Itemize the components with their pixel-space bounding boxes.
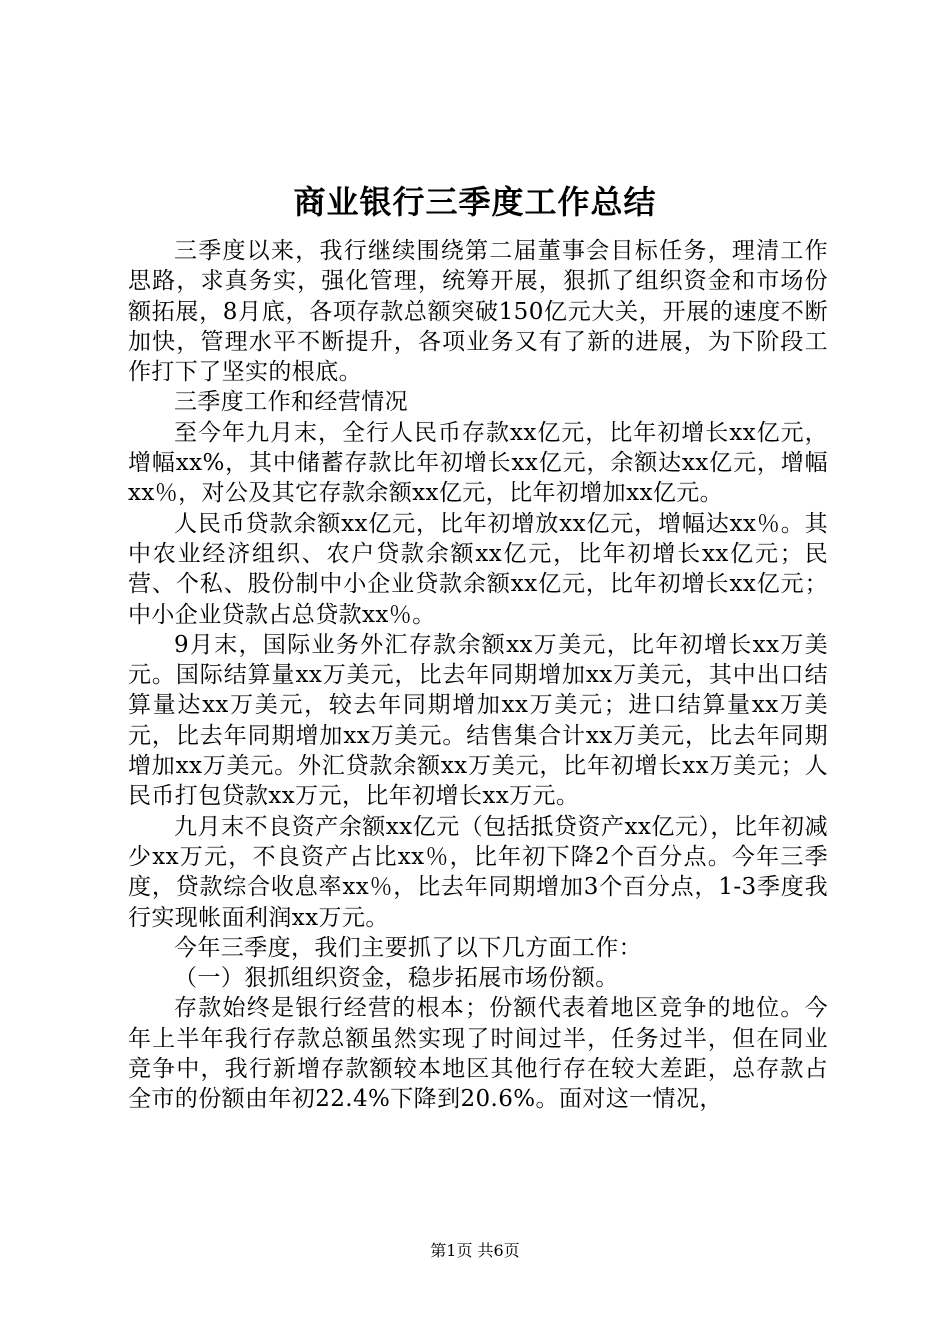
paragraph-deposits: 至今年九月末，全行人民币存款xx亿元，比年初增长xx亿元，增幅xx%，其中储蓄存款比年初增长xx亿元，余额达xx亿元，增幅xx％，对公及其它存款余额xx亿元，比年初增加xx亿元。 bbox=[128, 419, 828, 507]
page-footer: 第1页 共6页 bbox=[430, 1241, 520, 1260]
subheading-one: （一）狠抓组织资金，稳步拓展市场份额。 bbox=[174, 965, 619, 992]
document-title: 商业银行三季度工作总结 bbox=[293, 183, 657, 221]
paragraph-nonperforming: 九月末不良资产余额xx亿元（包括抵贷资产xx亿元），比年初减少xx万元，不良资产占比xx％，比年初下降2个百分点。今年三季度，贷款综合收息率xx％，比去年同期增加3个百分点，1-3季度我行实现帐面利润xx万元。 bbox=[128, 813, 828, 931]
paragraph-loans: 人民币贷款余额xx亿元，比年初增放xx亿元，增幅达xx％。其中农业经济组织、农户贷款余额xx亿元，比年初增长xx亿元；民营、个私、股份制中小企业贷款余额xx亿元，比年初增长xx亿元；中小企业贷款占总贷款xx％。 bbox=[128, 510, 828, 628]
section-heading: 三季度工作和经营情况 bbox=[174, 389, 408, 416]
document-body bbox=[128, 236, 828, 1115]
paragraph-deposit-strategy: 存款始终是银行经营的根本；份额代表着地区竞争的地位。今年上半年我行存款总额虽然实现了时间过半，任务过半，但在同业竞争中，我行新增存款额较本地区其他行存在较大差距，总存款占全市的份额由年初22.4%下降到20.6%。面对这一情况， bbox=[128, 995, 828, 1113]
paragraph-international: 9月末，国际业务外汇存款余额xx万美元，比年初增长xx万美元。国际结算量xx万美元，比去年同期增加xx万美元，其中出口结算量达xx万美元，较去年同期增加xx万美元；进口结算量xx万美元，比去年同期增加xx万美元。结售集合计xx万美元，比去年同期增加xx万美元。外汇贷款余额xx万美元，比年初增长xx万美元；人民币打包贷款xx万元，比年初增长xx万元。 bbox=[128, 631, 828, 810]
paragraph-intro: 三季度以来，我行继续围绕第二届董事会目标任务，理清工作思路，求真务实，强化管理，统筹开展，狠抓了组织资金和市场份额拓展，8月底，各项存款总额突破150亿元大关，开展的速度不断加快，管理水平不断提升，各项业务又有了新的进展，为下阶段工作打下了坚实的根底。 bbox=[128, 238, 828, 386]
paragraph-work-intro: 今年三季度，我们主要抓了以下几方面工作： bbox=[174, 934, 642, 961]
